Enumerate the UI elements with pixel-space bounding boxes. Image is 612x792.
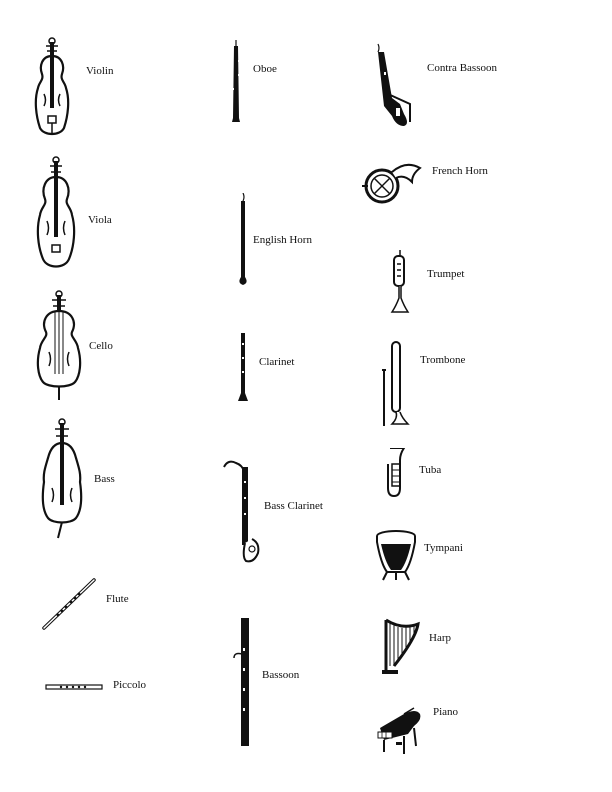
bass-icon: [38, 418, 86, 540]
bassoon-label: Bassoon: [262, 669, 300, 681]
bass-label: Bass: [94, 473, 115, 485]
trombone-label: Trombone: [420, 354, 466, 366]
bass-clarinet-icon: [218, 457, 262, 565]
clarinet-label: Clarinet: [259, 356, 295, 368]
tympani-icon: [375, 530, 417, 582]
harp-label: Harp: [429, 632, 451, 644]
viola-label: Viola: [88, 214, 112, 226]
trombone-icon: [380, 340, 412, 428]
violin-label: Violin: [86, 65, 114, 77]
bass-clarinet-label: Bass Clarinet: [264, 500, 323, 512]
harp-icon: [380, 616, 424, 676]
piano-icon: [374, 706, 426, 756]
piccolo-icon: [45, 682, 103, 692]
bassoon-icon: [232, 618, 254, 748]
flute-icon: [40, 576, 98, 632]
french-horn-icon: [362, 158, 422, 208]
cello-label: Cello: [89, 340, 113, 352]
tuba-label: Tuba: [419, 464, 442, 476]
viola-icon: [33, 155, 79, 271]
french-horn-label: French Horn: [432, 165, 488, 177]
clarinet-icon: [236, 333, 250, 405]
tuba-icon: [382, 448, 410, 500]
contra-bassoon-label: Contra Bassoon: [427, 62, 497, 74]
flute-label: Flute: [106, 593, 129, 605]
tympani-label: Tympani: [424, 542, 463, 554]
piano-label: Piano: [433, 706, 459, 718]
trumpet-label: Trumpet: [427, 268, 465, 280]
cello-icon: [34, 290, 84, 402]
trumpet-icon: [390, 250, 412, 314]
oboe-label: Oboe: [253, 63, 277, 75]
contra-bassoon-icon: [370, 42, 414, 128]
english-horn-label: English Horn: [253, 234, 312, 246]
violin-icon: [30, 36, 74, 138]
english-horn-icon: [236, 193, 250, 287]
piccolo-label: Piccolo: [113, 679, 146, 691]
oboe-icon: [228, 40, 244, 124]
